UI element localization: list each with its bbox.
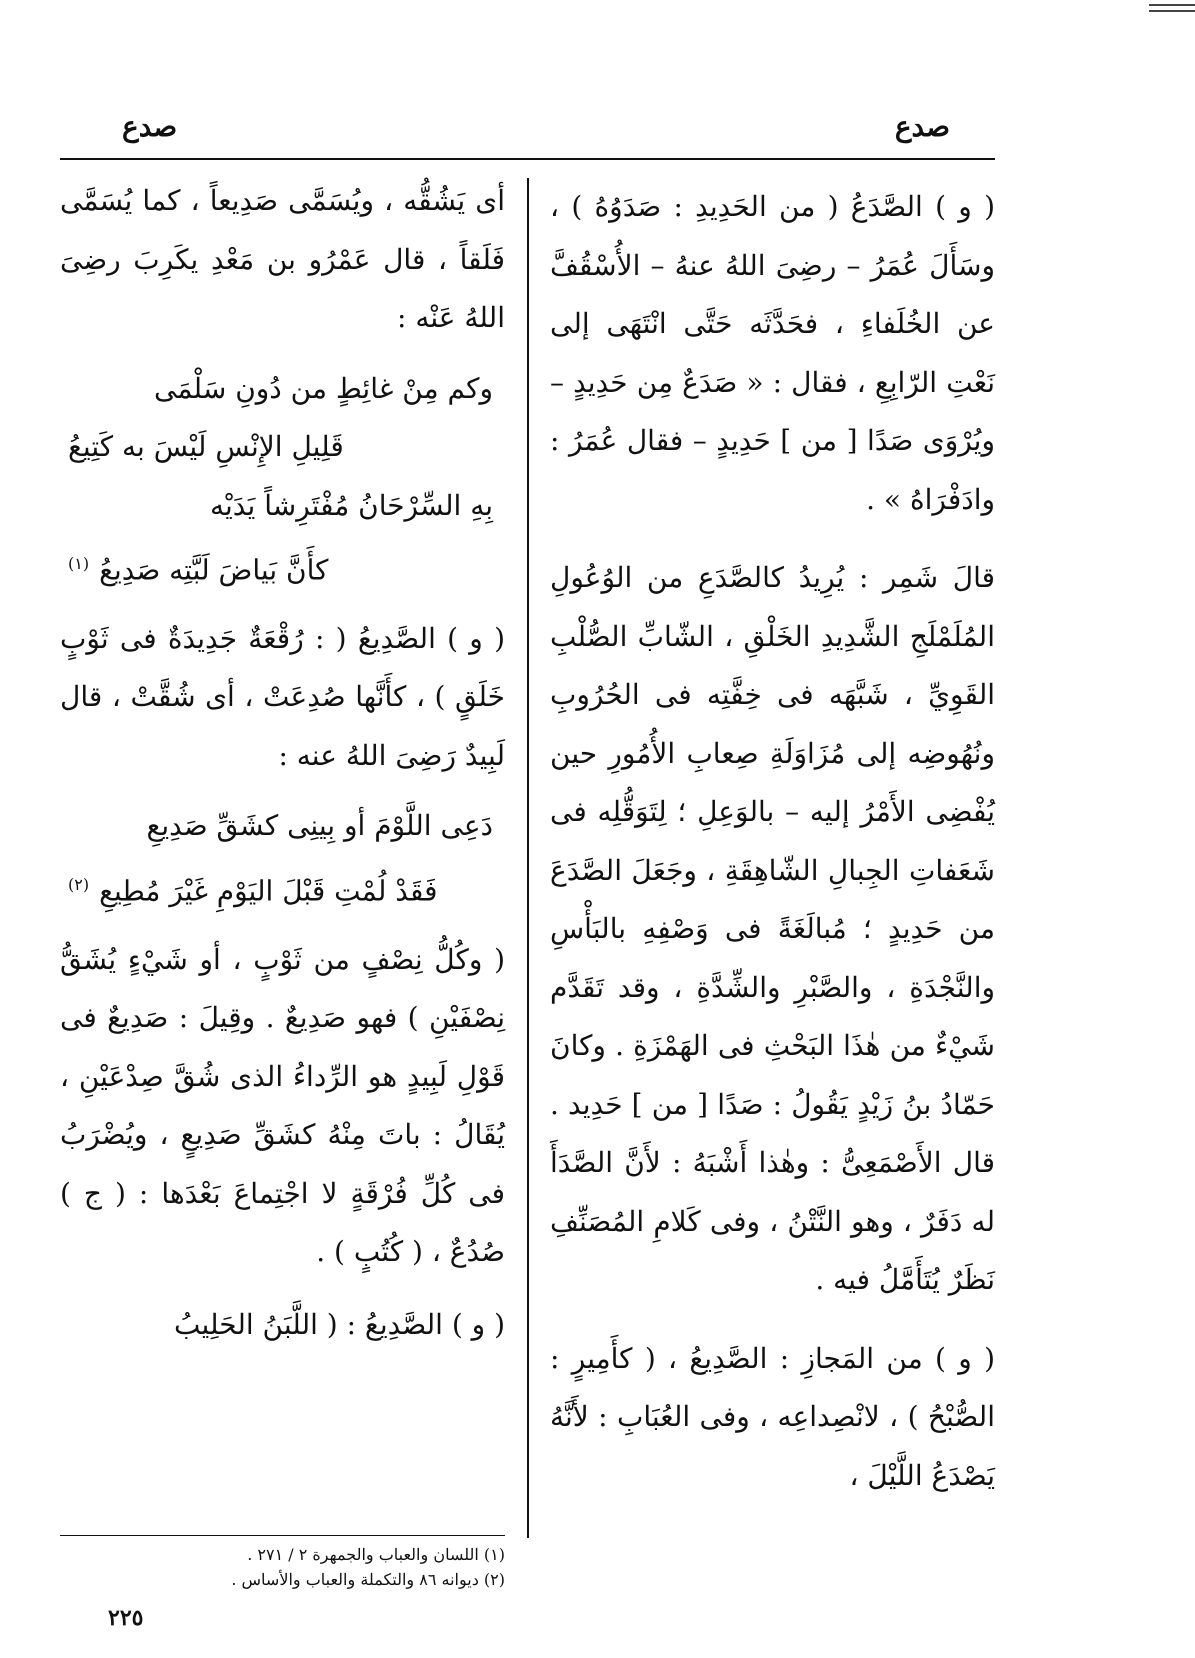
verse-2-first: دَعِى اللَّوْمَ أو بِينِى كشَقِّ صَدِيعِ [146,809,493,843]
header-left-word: صدع [122,110,178,143]
footnote-1: (١) اللسان والعباب والجمهرة ٢ / ٢٧١ . [247,1545,505,1564]
footnote-ref-2: (٢) [68,874,90,894]
verse-block-1 [60,360,505,600]
verse-1-line-2-second-text: كأَنَّ بَياضَ لَبَّتِه صَدِيعُ [99,553,329,587]
left-paragraph-3: ( وكُلُّ نِصْفٍ من ثَوْبٍ ، أو شَيْءٍ يُشَقُّ نِصْفَيْنِ ) فهو صَدِيعٌ . وقِيلَ : صَدِيعٌ فى قَوْلِ لَبِيدٍ هو الرِّداءُ الذى شُقَّ صِدْعَيْنِ ، يُقَالُ : باتَ مِنْهُ كشَقِّ صَدِيعٍ ، ويُضْرَبُ فى كُلِّ فُرْقَةٍ لا اجْتِماعَ بَعْدَها : ( ج ) صُدُعٌ ، ( كُتُبٍ ) . [60,942,505,1269]
header-rule [60,158,995,160]
verse-1-line-1-second: قَلِيلِ الإِنْسِ لَيْسَ به كَتِيعُ [68,430,344,463]
column-divider [527,178,529,1538]
footnote-ref-1: (١) [68,554,90,573]
verse-2-second-text: فَقَدْ لُمْتِ قَبْلَ اليَوْمِ غَيْرَ مُطِيعِ [99,874,438,908]
footnotes [60,1542,505,1592]
footnote-rule [60,1535,505,1536]
verse-1-line-1-first: وكم مِنْ غائِطٍ من دُونِ سَلْمَى [154,371,493,405]
right-paragraph-1: ( و ) الصَّدَعُ ( من الحَدِيدِ : صَدَوُهُ ) ، وسَأَلَ عُمَرُ – رضِىَ اللهُ عنهُ – الأُسْقُفَّ عن الخُلَفاءِ ، فحَدَّثَه حَتَّى انْتَهَى إلى نَعْتِ الرّابِعِ ، فقال : « صَدَعٌ مِن حَدِيدٍ – ويُرْوَى صَدًا [ من ] حَدِيدٍ – فقال عُمَرُ : وادَفْرَاهُ » . [550,190,995,516]
verse-1-line-2-first: بِهِ السِّرْحَانُ مُفْتَرِشاً يَدَيْه [210,488,493,522]
verse-2-second [60,856,505,921]
right-column [550,178,995,1505]
right-paragraph-3: ( و ) من المَجازِ : الصَّدِيعُ ، ( كأَمِيرٍ : الصُّبْحُ ) ، لانْصِداعِه ، وفى العُبَابِ : لأَنَّهُ يَصْدَعُ اللَّيْلَ ، [550,1341,995,1492]
page-number: ٢٢٥ [108,1605,144,1631]
right-paragraph-2: قالَ شَمِر : يُرِيدُ كالصَّدَعِ من الوُعُولِ المُلَمْلَجِ الشَّدِيدِ الخَلْقِ ، الشّابِّ الصُّلْبِ القَوِيِّ ، شَبَّهَه فى خِفَّتِه فى الحُرُوبِ ونُهُوضِه إلى مُزَاوَلَةِ صِعابِ الأُمُورِ حين يُفْضِى الأَمْرُ إليه – بالوَعِلِ ؛ لِتَوَقُّلِه فى شَعَفاتِ الجِبالِ الشّاهِقَةِ ، وجَعَلَ الصَّدَعَ من حَدِيدٍ ؛ مُبالَغَةً فى وَصْفِهِ بالبَأْسِ والنَّجْدَةِ ، والصَّبْرِ والشِّدَّةِ ، وقد تَقَدَّم شَيْءٌ من هٰذَا البَحْثِ فى الهَمْزَةِ . وكانَ حَمّادُ بنُ زَيْدٍ يَقُولُ : صَدًا [ من ] حَدِيد . قال الأَصْمَعِىُّ : وهٰذا أَشْبَهُ : لأَنَّ الصَّدَأَ له دَفَرٌ ، وهو النَّتْنُ ، وفى كَلامِ المُصَنِّفِ نَظَرٌ يُتَأَمَّلُ فيه . [550,561,995,1296]
corner-scan-mark [1149,4,1195,16]
verse-block-2 [60,797,505,920]
header-right-word: صدع [894,110,950,143]
footnote-2: (٢) ديوانه ٨٦ والتكملة والعباب والأساس . [231,1570,505,1589]
left-intro-paragraph: أى يَشُقُّه ، ويُسَمَّى صَدِيعاً ، كما يُسَمَّى فَلَقاً ، قال عَمْرُو بن مَعْدِ يكَرِبَ رضِىَ اللهُ عَنْه : [60,184,505,334]
verse-1-line-2-second [60,535,505,600]
left-paragraph-2: ( و ) الصَّدِيعُ ( : رُقْعَةٌ جَدِيدَةٌ فى ثَوْبٍ خَلَقٍ ) ، كأَنَّها صُدِعَتْ ، أى شُقَّتْ ، قال لَبِيدٌ رَضِىَ اللهُ عنه : [60,621,505,772]
left-column [60,172,505,1354]
left-paragraph-4: ( و ) الصَّدِيعُ : ( اللَّبَنُ الحَلِيبُ [174,1307,505,1341]
